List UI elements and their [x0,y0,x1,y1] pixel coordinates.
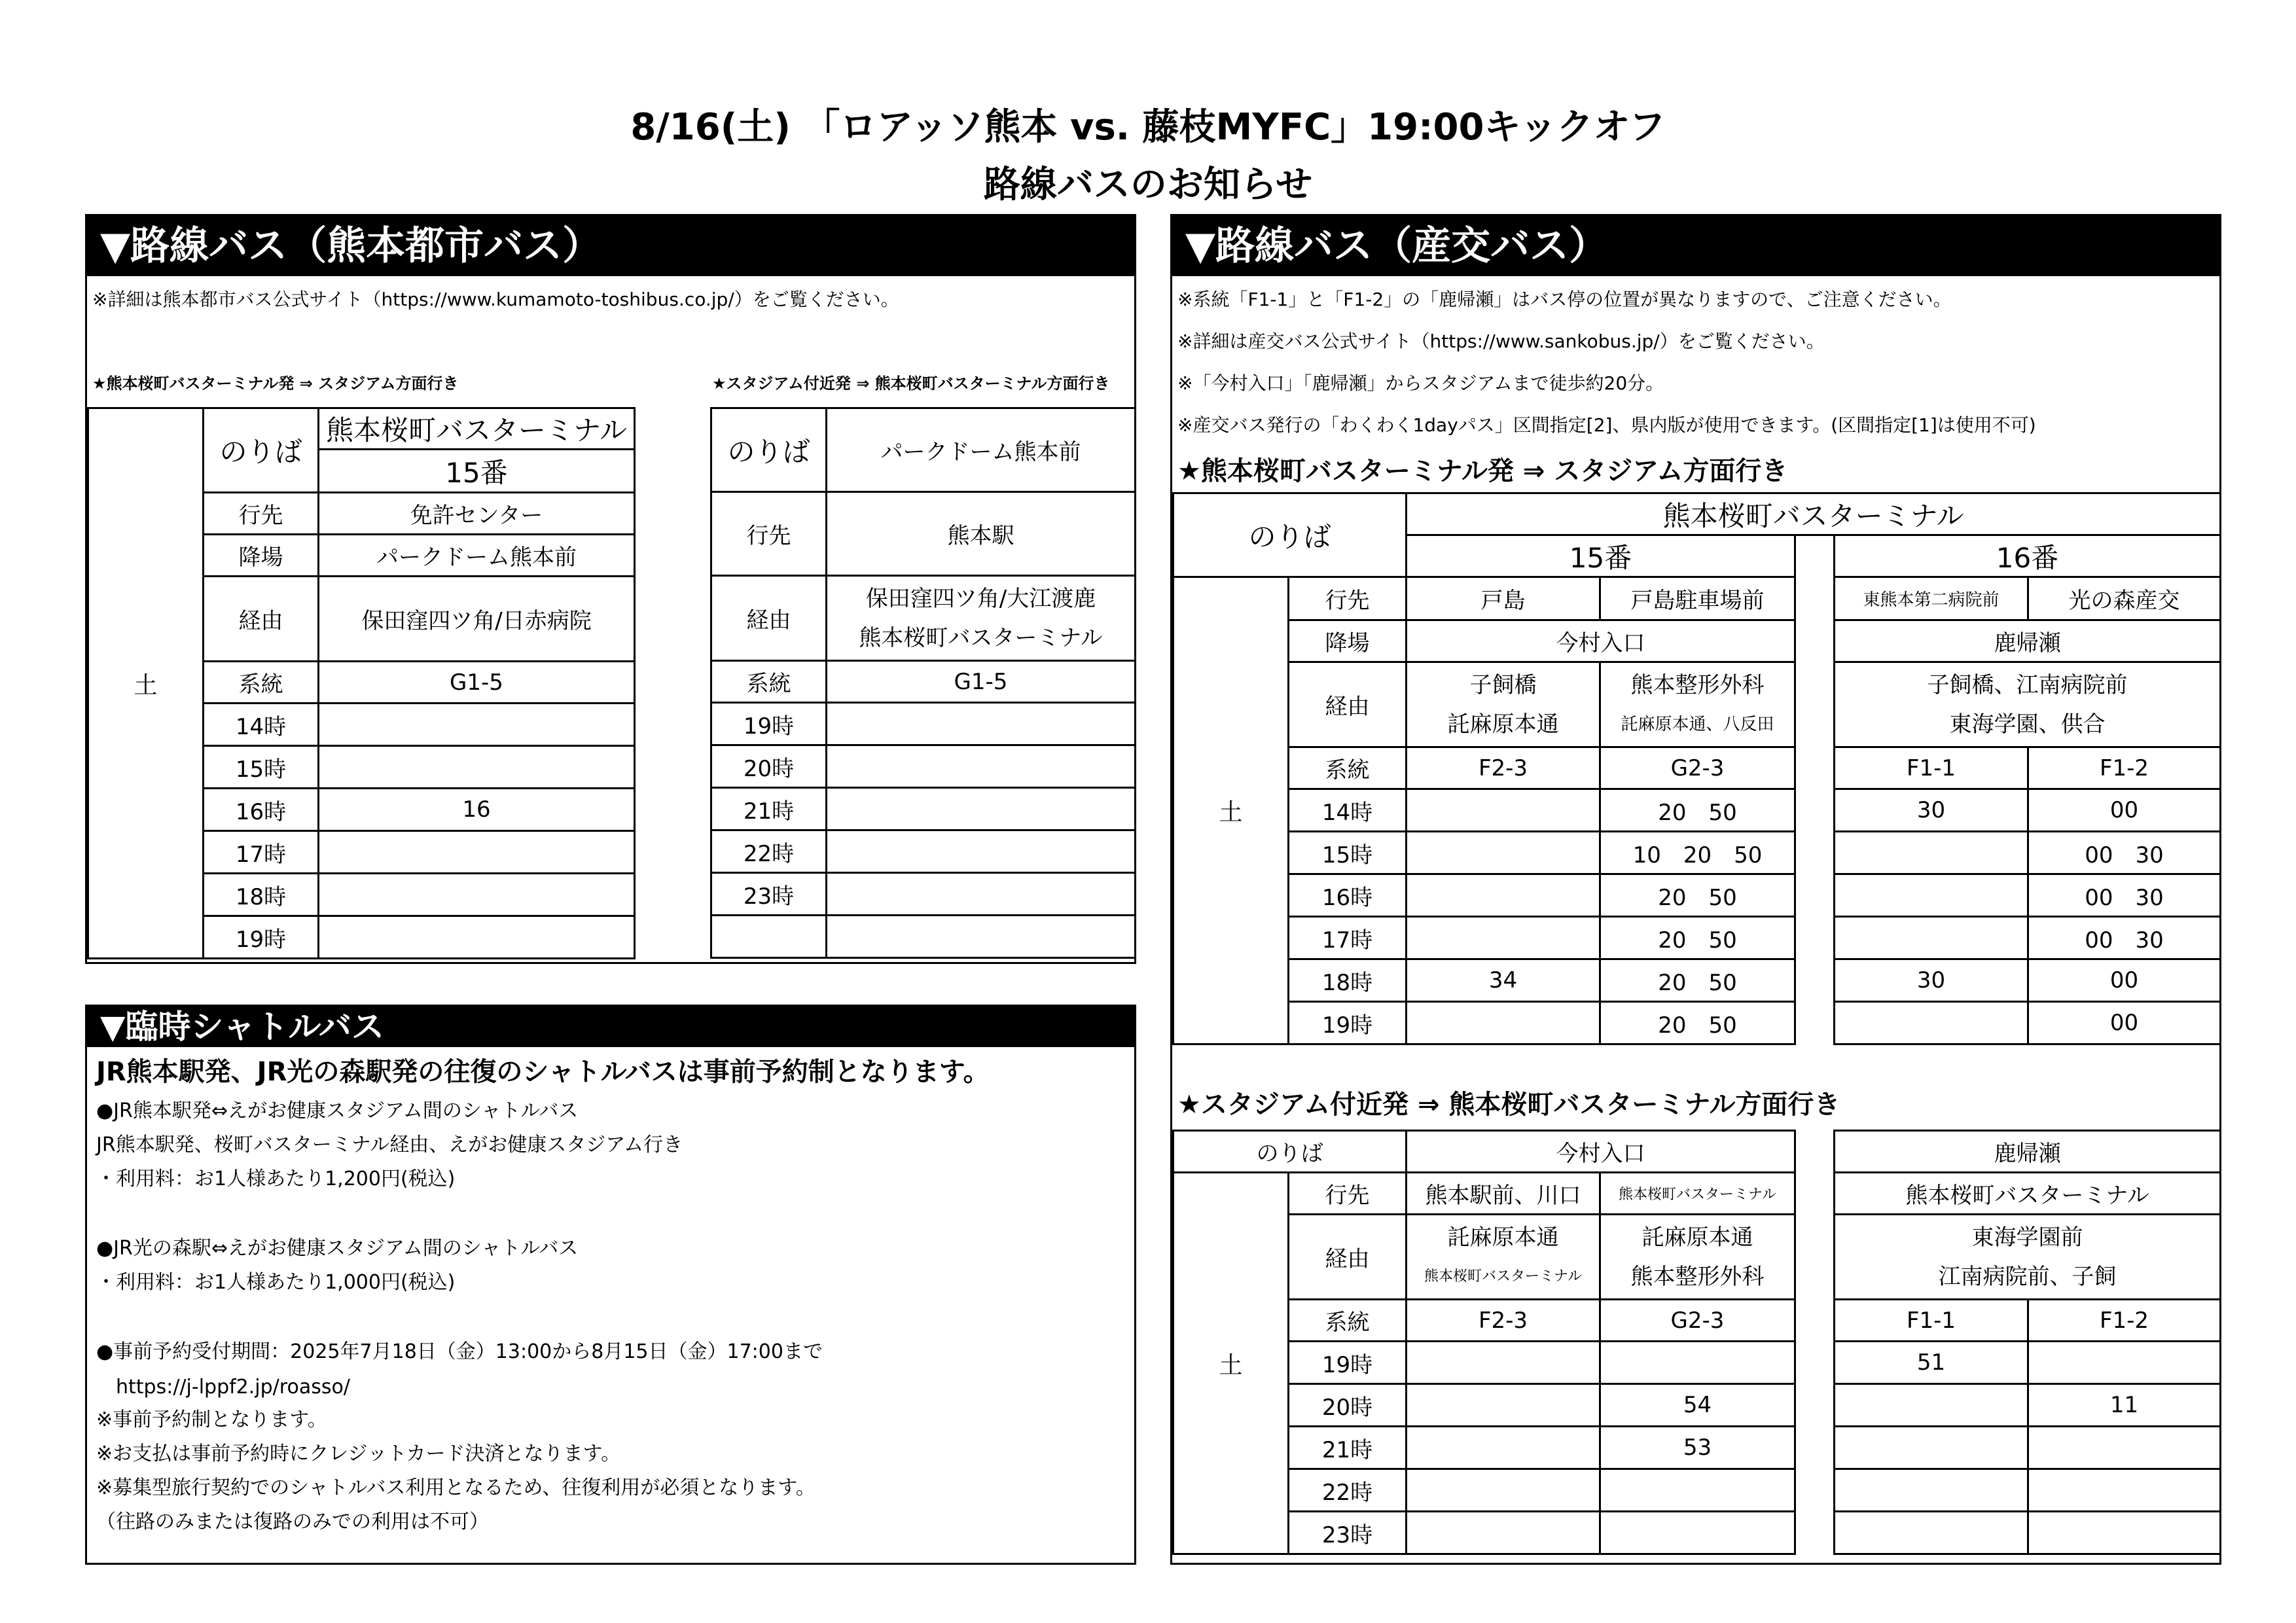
hour-times [827,830,1136,873]
hour-label: 15時 [1289,832,1407,874]
oriba-label: 降場 [1289,620,1407,662]
hour-label [711,916,827,958]
hour-times: 54 [1600,1384,1795,1427]
noriba-number-15: 15番 [1407,535,1795,577]
hour-label: 20時 [1289,1384,1407,1427]
sankobus-note: ※「今村入口」「鹿帰瀬」からスタジアムまで徒歩約20分。 [1177,372,1664,394]
ikisaki-value: 免許センター [319,493,635,535]
hour-times [1835,874,2028,917]
ikisaki-label: 行先 [1289,577,1407,620]
keiyu-value: 子飼橋、江南病院前 東海学園、供合 [1835,662,2221,747]
hour-label: 21時 [1289,1427,1407,1469]
keiyu-value: 保田窪四ツ角/日赤病院 [319,577,635,662]
keiyu-value: 子飼橋 託麻原本通 [1407,662,1600,747]
hour-times [1600,1469,1795,1512]
section-header: ▼路線バス（熊本都市バス） [87,216,1134,276]
hour-label: 19時 [711,703,827,745]
keiyu-label: 経由 [1289,1215,1407,1300]
subheading-outbound: ★熊本桜町バスターミナル発 ⇒ スタジアム方面行き [92,374,459,393]
hour-times: 30 [1835,959,2028,1002]
keito-label: 系統 [1289,1300,1407,1342]
hour-times [1835,1002,2028,1044]
hour-times [1407,874,1600,917]
hour-times [827,873,1136,916]
hour-times [1407,832,1600,874]
hour-label: 17時 [1289,917,1407,959]
shuttle-section [85,1005,1136,1565]
ikisaki-value: 熊本桜町バスターミナル [1600,1173,1795,1215]
sankobus-note: ※産交バス発行の「わくわく1dayパス」区間指定[2]、県内版が使用できます。(区間指定[1]は使用不可) [1177,414,2036,436]
section-header: ▼路線バス（産交バス） [1172,216,2219,276]
day-cell: 土 [1174,1173,1289,1554]
hour-times: 53 [1600,1427,1795,1469]
noriba-label: のりば [204,408,319,493]
keiyu-label: 経由 [711,576,827,661]
keito-label: 系統 [711,661,827,703]
hour-times [827,745,1136,788]
day-cell: 土 [1174,577,1289,1044]
shuttle-line: ※事前予約制となります。 [96,1408,327,1431]
hour-times [1407,1002,1600,1044]
section-header: ▼臨時シャトルバス [87,1007,1134,1047]
keito-value: G2-3 [1600,1300,1795,1342]
noriba-name: 熊本桜町バスターミナル [319,408,635,450]
ikisaki-label: 行先 [711,492,827,576]
subheading-inbound: ★スタジアム付近発 ⇒ 熊本桜町バスターミナル方面行き [712,374,1110,393]
hour-times [2028,1469,2221,1512]
noriba-name: 鹿帰瀬 [1835,1131,2221,1173]
keito-label: 系統 [204,662,319,704]
hour-label: 19時 [204,916,319,959]
keito-value: F1-2 [2028,1300,2221,1342]
keito-value: F1-1 [1835,1300,2028,1342]
oriba-value: 今村入口 [1407,620,1795,662]
hour-times: 00 30 [2028,832,2221,874]
hour-label: 23時 [1289,1512,1407,1554]
keiyu-label: 経由 [1289,662,1407,747]
hour-label: 23時 [711,873,827,916]
shuttle-line: ●JR熊本駅発⇔えがお健康スタジアム間のシャトルバス [96,1099,579,1122]
sankobus-note: ※系統「F1-1」と「F1-2」の「鹿帰瀬」はバス停の位置が異なりますので、ご注意ください。 [1177,289,1952,310]
hour-times [1407,1427,1600,1469]
hour-times [1407,1342,1600,1384]
hour-times [1600,1512,1795,1554]
noriba-label: のりば [711,408,827,492]
shuttle-line: ・利用料：お1人様あたり1,000円(税込) [96,1271,456,1294]
hour-times [1407,917,1600,959]
hour-label: 16時 [1289,874,1407,917]
hour-times: 00 30 [2028,874,2221,917]
keito-value: G2-3 [1600,747,1795,789]
keito-value: G1-5 [319,662,635,704]
subheading-inbound: ★スタジアム付近発 ⇒ 熊本桜町バスターミナル方面行き [1177,1090,1840,1120]
sankobus-note: ※詳細は産交バス公式サイト（https://www.sankobus.jp/）をご覧ください。 [1177,330,1825,352]
shuttle-line: https://j-lppf2.jp/roasso/ [96,1376,350,1399]
hour-times [1835,1384,2028,1427]
page-title: 8/16(土) 「ロアッソ熊本 vs. 藤枝MYFC」19:00キックオフ [630,106,1666,149]
keiyu-value: 託麻原本通 熊本整形外科 [1600,1215,1795,1300]
hour-label: 18時 [204,874,319,916]
ikisaki-label: 行先 [1289,1173,1407,1215]
hour-label: 22時 [711,830,827,873]
hour-times [319,831,635,874]
noriba-name: パークドーム熊本前 [827,408,1136,492]
hour-times: 11 [2028,1384,2221,1427]
hour-times [1835,832,2028,874]
keito-label: 系統 [1289,747,1407,789]
hour-times [1600,1342,1795,1384]
hour-times [319,746,635,789]
oriba-value: パークドーム熊本前 [319,535,635,577]
noriba-number: 15番 [319,450,635,493]
hour-times: 51 [1835,1342,2028,1384]
hour-times [1407,1384,1600,1427]
keiyu-value: 託麻原本通 熊本桜町バスターミナル [1407,1215,1600,1300]
shuttle-line: ●JR光の森駅⇔えがお健康スタジアム間のシャトルバス [96,1237,579,1260]
keito-value: F2-3 [1407,747,1600,789]
hour-times: 20 50 [1600,959,1795,1002]
hour-label: 19時 [1289,1002,1407,1044]
hour-times [2028,1512,2221,1554]
hour-times [1835,1512,2028,1554]
hour-times [319,874,635,916]
hour-times: 00 [2028,1002,2221,1044]
hour-times [827,703,1136,745]
hour-times [2028,1342,2221,1384]
hour-label: 21時 [711,788,827,830]
hour-times: 20 50 [1600,874,1795,917]
hour-times: 20 50 [1600,917,1795,959]
shuttle-headline: JR熊本駅発、JR光の森駅発の往復のシャトルバスは事前予約制となります。 [96,1057,990,1087]
hour-times: 00 [2028,789,2221,832]
noriba-label: のりば [1174,1131,1407,1173]
shuttle-line: ※お支払は事前予約時にクレジットカード決済となります。 [96,1442,621,1465]
noriba-number-16: 16番 [1835,535,2221,577]
keiyu-value: 東海学園前 江南病院前、子飼 [1835,1215,2221,1300]
hour-label: 16時 [204,789,319,831]
hour-label: 19時 [1289,1342,1407,1384]
day-cell: 土 [88,408,204,959]
shuttle-line: ●事前予約受付期間：2025年7月18日（金）13:00から8月15日（金）17:00まで [96,1340,823,1363]
noriba-label: のりば [1174,493,1407,577]
hour-times: 16 [319,789,635,831]
hour-times: 10 20 50 [1600,832,1795,874]
hour-times [319,916,635,959]
hour-times [1407,1469,1600,1512]
hour-times [1407,1512,1600,1554]
ikisaki-value: 熊本桜町バスターミナル [1835,1173,2221,1215]
page-subtitle: 路線バスのお知らせ [983,164,1313,206]
hour-times: 30 [1835,789,2028,832]
ikisaki-value: 東熊本第二病院前 [1835,577,2028,620]
keito-value: F2-3 [1407,1300,1600,1342]
noriba-name: 熊本桜町バスターミナル [1407,493,2221,535]
hour-label: 18時 [1289,959,1407,1002]
hour-times: 20 50 [1600,789,1795,832]
hour-label: 15時 [204,746,319,789]
ikisaki-value: 熊本駅 [827,492,1136,576]
hour-label: 14時 [204,704,319,746]
keito-value: G1-5 [827,661,1136,703]
ikisaki-label: 行先 [204,493,319,535]
subheading-outbound: ★熊本桜町バスターミナル発 ⇒ スタジアム方面行き [1177,456,1788,486]
hour-times [2028,1427,2221,1469]
ikisaki-value: 熊本駅前、川口 [1407,1173,1600,1215]
toshibus-outbound-table [87,407,636,959]
hour-times [1407,789,1600,832]
oriba-label: 降場 [204,535,319,577]
hour-label: 22時 [1289,1469,1407,1512]
toshibus-note: ※詳細は熊本都市バス公式サイト（https://www.kumamoto-toshibus.co.jp/）をご覧ください。 [92,289,899,310]
hour-label: 17時 [204,831,319,874]
noriba-name: 今村入口 [1407,1131,1795,1173]
hour-times [1835,1469,2028,1512]
hour-times [319,704,635,746]
shuttle-line: JR熊本駅発、桜町バスターミナル経由、えがお健康スタジアム行き [96,1133,683,1156]
toshibus-section [85,214,1136,964]
keiyu-value: 熊本整形外科 託麻原本通、八反田 [1600,662,1795,747]
keiyu-label: 経由 [204,577,319,662]
hour-times: 20 50 [1600,1002,1795,1044]
sankobus-section [1170,214,2221,1565]
ikisaki-value: 戸島駐車場前 [1600,577,1795,620]
oriba-value: 鹿帰瀬 [1835,620,2221,662]
keito-value: F1-1 [1835,747,2028,789]
hour-times: 00 [2028,959,2221,1002]
shuttle-line: ・利用料：お1人様あたり1,200円(税込) [96,1168,456,1190]
ikisaki-value: 戸島 [1407,577,1600,620]
hour-label: 14時 [1289,789,1407,832]
hour-label: 20時 [711,745,827,788]
shuttle-line: ※募集型旅行契約でのシャトルバス利用となるため、往復利用が必須となります。 [96,1476,816,1499]
hour-times: 00 30 [2028,917,2221,959]
hour-times [1835,1427,2028,1469]
hour-times [1835,917,2028,959]
sankobus-inbound-table [1172,1130,2221,1555]
shuttle-line: （往路のみまたは復路のみでの利用は不可） [96,1510,489,1533]
hour-times [827,916,1136,958]
ikisaki-value: 光の森産交 [2028,577,2221,620]
keito-value: F1-2 [2028,747,2221,789]
toshibus-inbound-table [710,407,1136,959]
sankobus-outbound-table [1172,492,2221,1045]
hour-times [827,788,1136,830]
hour-times: 34 [1407,959,1600,1002]
keiyu-value: 保田窪四ツ角/大江渡鹿 熊本桜町バスターミナル [827,576,1136,661]
